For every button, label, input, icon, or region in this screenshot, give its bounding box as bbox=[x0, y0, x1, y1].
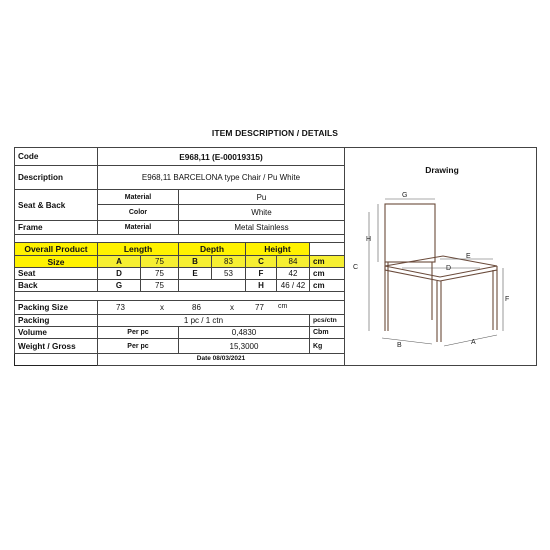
seat-height-letter: F bbox=[245, 267, 277, 280]
seat-back-material-key: Material bbox=[97, 189, 179, 205]
header-unit-blank bbox=[309, 242, 345, 256]
overall-size-label-top: Overall Product bbox=[14, 242, 98, 256]
drawing-title: Drawing bbox=[425, 165, 459, 175]
packing-size-label: Packing Size bbox=[14, 300, 98, 315]
dim-label-e: E bbox=[466, 253, 471, 260]
packing-size-height: 77 bbox=[255, 303, 264, 312]
back-unit: cm bbox=[309, 279, 345, 292]
back-length-letter: G bbox=[97, 279, 141, 292]
frame-label: Frame bbox=[14, 220, 98, 235]
dim-label-d: D bbox=[446, 265, 452, 272]
dim-label-g: G bbox=[402, 192, 408, 199]
dim-row-a-unit: cm bbox=[309, 255, 345, 268]
date-label: Date 08/03/2021 bbox=[196, 355, 246, 362]
drawing-panel bbox=[344, 147, 537, 366]
dim-label-f: F bbox=[505, 296, 510, 303]
dim-row-c-value: 84 bbox=[276, 255, 310, 268]
volume-unit: Cbm bbox=[309, 326, 345, 339]
code-label: Code bbox=[14, 147, 98, 166]
height-header: Height bbox=[245, 242, 310, 256]
seat-depth-value: 53 bbox=[211, 267, 246, 280]
frame-material-value: Metal Stainless bbox=[178, 220, 345, 235]
seat-length-value: 75 bbox=[140, 267, 179, 280]
dim-row-b-value: 83 bbox=[211, 255, 246, 268]
seat-unit: cm bbox=[309, 267, 345, 280]
page-title: ITEM DESCRIPTION / DETAILS bbox=[211, 128, 339, 138]
overall-size-label-bottom: Size bbox=[14, 255, 98, 268]
seat-back-material-value: Pu bbox=[178, 189, 345, 205]
frame-material-key: Material bbox=[97, 220, 179, 235]
description-label: Description bbox=[14, 165, 98, 190]
weight-label: Weight / Gross bbox=[14, 338, 98, 354]
weight-unit: Kg bbox=[309, 338, 345, 354]
packing-unit: pcs/ctn bbox=[309, 314, 345, 327]
code-value: E968,11 (E-00019315) bbox=[97, 147, 345, 166]
depth-header: Depth bbox=[178, 242, 246, 256]
packing-size-unit: cm bbox=[278, 303, 288, 310]
weight-value: 15,3000 bbox=[178, 338, 310, 354]
back-length-value: 75 bbox=[140, 279, 179, 292]
seat-label: Seat bbox=[14, 267, 98, 280]
dim-label-h: H bbox=[366, 236, 372, 243]
dim-label-b: B bbox=[397, 342, 402, 349]
seat-length-letter: D bbox=[97, 267, 141, 280]
packing-size-x1: x bbox=[160, 303, 164, 312]
dim-row-b-letter: B bbox=[178, 255, 212, 268]
seat-back-color-value: White bbox=[178, 204, 345, 221]
back-height-value: 46 / 42 bbox=[276, 279, 310, 292]
volume-key: Per pc bbox=[97, 326, 179, 339]
seat-back-label: Seat & Back bbox=[14, 189, 98, 221]
seat-depth-letter: E bbox=[178, 267, 212, 280]
seat-back-color-key: Color bbox=[97, 204, 179, 221]
dim-label-a: A bbox=[471, 339, 476, 346]
volume-label: Volume bbox=[14, 326, 98, 339]
packing-size-depth: 86 bbox=[192, 303, 201, 312]
packing-size-values bbox=[97, 300, 345, 315]
seat-height-value: 42 bbox=[276, 267, 310, 280]
packing-value: 1 pc / 1 ctn bbox=[97, 314, 310, 327]
dim-row-a-letter: A bbox=[97, 255, 141, 268]
back-label: Back bbox=[14, 279, 98, 292]
packing-size-x2: x bbox=[230, 303, 234, 312]
weight-key: Per pc bbox=[97, 338, 179, 354]
length-header: Length bbox=[97, 242, 179, 256]
packing-size-length: 73 bbox=[116, 303, 125, 312]
dim-row-c-letter: C bbox=[245, 255, 277, 268]
volume-value: 0,4830 bbox=[178, 326, 310, 339]
description-value: E968,11 BARCELONA type Chair / Pu White bbox=[97, 165, 345, 190]
dim-row-a-value: 75 bbox=[140, 255, 179, 268]
dim-label-c: C bbox=[353, 264, 359, 271]
packing-label: Packing bbox=[14, 314, 98, 327]
back-height-letter: H bbox=[245, 279, 277, 292]
